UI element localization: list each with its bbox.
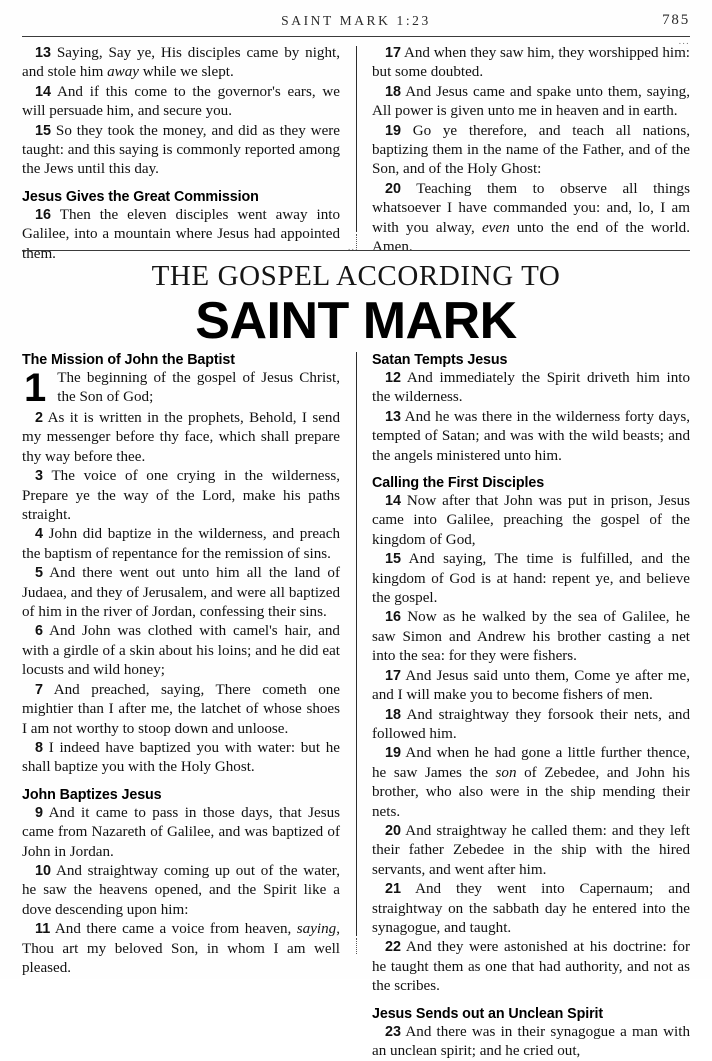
verse-paragraph — [22, 804, 340, 862]
verse-paragraph — [22, 739, 340, 778]
verse-paragraph — [22, 622, 340, 680]
verse-text: Then the eleven disciples went away into Galilee, into a mountain where Jesus had appointed them. — [22, 206, 340, 262]
verse-paragraph — [22, 467, 340, 525]
top-section-right-column — [372, 44, 690, 257]
verse-text: And when they saw him, they worshipped him: but some doubted. — [372, 45, 690, 81]
verse-paragraph — [372, 608, 690, 666]
verse-paragraph — [372, 44, 690, 83]
verse-paragraph — [372, 408, 690, 466]
verse-text: And he was there in the wilderness forty days, tempted of Satan; and was with the wild beasts; and the angels ministered unto him. — [372, 408, 690, 464]
verse-number: 17 — [385, 45, 402, 61]
verse-text: And John was clothed with camel's hair, and with a girdle of a skin about his loins; and he did eat locusts and wild honey; — [22, 623, 340, 679]
verse-paragraph — [22, 83, 340, 122]
verse-paragraph — [372, 83, 690, 122]
verse-paragraph — [22, 206, 340, 264]
verse-text: Saying, Say ye, His disciples came by night, and stole him — [22, 45, 340, 81]
book-rule-dots: ... — [348, 242, 359, 252]
chapter-opening — [22, 366, 340, 410]
verse-number: 11 — [35, 921, 51, 938]
verse-paragraph — [372, 180, 690, 258]
verse-paragraph — [372, 369, 690, 408]
verse-text: And straightway he called them: and they left their father Zebedee in the ship with the hired servants, and went after him. — [372, 822, 690, 878]
section-heading-satan-tempts-jesus: Satan Tempts Jesus — [372, 352, 508, 368]
chapter-number-dropcap: 1 — [24, 366, 47, 410]
verse-paragraph — [372, 1023, 690, 1061]
verse-number: 23 — [385, 1023, 402, 1040]
verse-number: 16 — [385, 609, 402, 626]
verse-text: Teaching them to observe all things whatsoever I have commanded you: and, lo, I am with you alway, — [372, 180, 690, 236]
verse-paragraph — [372, 667, 690, 706]
verse-text: And when he had gone a little further thence, he saw James the — [372, 745, 690, 781]
verse-text: As it is written in the prophets, Behold, I send my messenger before thy face, which shall prepare thy way before thee. — [22, 410, 340, 465]
verse-text: I indeed have baptized you with water: but he shall baptize you with the Holy Ghost. — [22, 739, 340, 776]
verse-text: The beginning of the gospel of Jesus Christ, the Son of God; — [57, 370, 340, 406]
verse-text: And Jesus said unto them, Come ye after me, and I will make you to become fishers of men. — [372, 667, 690, 704]
running-head-title: SAINT MARK 1:23 — [281, 13, 431, 28]
verse-number: 12 — [385, 370, 402, 386]
verse-number: 20 — [385, 822, 402, 839]
header-divider-rule — [22, 36, 690, 37]
verse-text-italic: saying — [296, 921, 337, 938]
section-heading-mission-of-john: The Mission of John the Baptist — [22, 352, 235, 368]
verse-text-italic: even — [481, 219, 510, 236]
verse-text: And there was in their synagogue a man with an unclean spirit; and he cried out, — [372, 1023, 690, 1059]
verse-number: 14 — [385, 493, 402, 510]
verse-text: And they went into Capernaum; and straightway on the sabbath day he entered into the synagogue, and taught. — [372, 881, 690, 936]
verse-paragraph — [372, 706, 690, 745]
verse-text-italic: son — [495, 764, 517, 781]
verse-number: 7 — [35, 681, 44, 698]
chapter-left-column — [22, 352, 340, 978]
verse-number: 18 — [385, 83, 402, 100]
verse-paragraph — [22, 920, 340, 978]
verse-paragraph — [22, 366, 340, 410]
verse-paragraph — [372, 938, 690, 996]
verse-number: 10 — [35, 862, 52, 879]
chapter-column-rule-dotted — [356, 938, 357, 954]
verse-number: 15 — [35, 122, 52, 139]
verse-text: And if this come to the governor's ears, we will persuade him, and secure you. — [22, 83, 340, 120]
verse-number: 8 — [35, 739, 44, 756]
verse-paragraph — [22, 409, 340, 467]
book-title-block — [22, 259, 690, 349]
chapter-section — [22, 352, 691, 1059]
verse-text-tail: of Zebedee, and John his brother, who also were in the ship mending their nets. — [372, 764, 691, 820]
verse-number: 2 — [35, 410, 44, 426]
verse-number: 22 — [385, 939, 402, 956]
verse-number: 15 — [385, 551, 402, 568]
verse-paragraph — [22, 44, 340, 83]
verse-number: 5 — [35, 565, 44, 582]
verse-number: 3 — [35, 468, 44, 485]
verse-paragraph — [22, 681, 340, 739]
verse-number: 14 — [35, 83, 52, 100]
verse-text-tail: while we slept. — [138, 64, 234, 81]
book-title-line1: THE GOSPEL ACCORDING TO — [151, 260, 561, 292]
verse-text: John did baptize in the wilderness, and preach the baptism of repentance for the remission of sins. — [22, 526, 340, 562]
verse-number: 6 — [35, 623, 44, 640]
verse-number: 13 — [35, 45, 52, 61]
page-number: 785 — [662, 12, 690, 28]
verse-text: And there went out unto him all the land of Judaea, and they of Jerusalem, and were all baptized of him in the river of Jordan, confessing their sins. — [22, 565, 340, 621]
book-title-line2: SAINT MARK — [195, 292, 517, 350]
verse-text-tail: , Thou art my beloved Son, in whom I am well pleased. — [22, 921, 340, 976]
verse-paragraph — [22, 564, 340, 622]
verse-text: And Jesus came and spake unto them, saying, All power is given unto me in heaven and in earth. — [372, 83, 690, 120]
verse-number: 20 — [385, 180, 402, 197]
verse-text: And straightway they forsook their nets, and followed him. — [372, 706, 690, 742]
verse-paragraph — [22, 525, 340, 564]
verse-paragraph — [22, 862, 340, 920]
verse-text: And they were astonished at his doctrine: for he taught them as one that had authority, and not as the scribes. — [372, 939, 690, 995]
verse-text: So they took the money, and did as they were taught: and this saying is commonly reported among the Jews until this day. — [22, 122, 340, 178]
section-heading-unclean-spirit: Jesus Sends out an Unclean Spirit — [372, 1005, 604, 1022]
verse-number: 16 — [35, 206, 52, 223]
verse-text: And it came to pass in those days, that Jesus came from Nazareth of Galilee, and was baptized of John in Jordan. — [22, 804, 340, 860]
verse-paragraph — [372, 744, 690, 822]
verse-number: 4 — [35, 526, 44, 543]
verse-number: 21 — [385, 881, 402, 898]
verse-text: Go ye therefore, and teach all nations, baptizing them in the name of the Father, and of the Son, and of the Holy Ghost: — [372, 122, 690, 178]
verse-text: And preached, saying, There cometh one mightier than I after me, the latchet of whose shoes I am not worthy to stoop down and unloose. — [22, 681, 340, 737]
verse-text: And straightway coming up out of the water, he saw the heavens opened, and the Spirit like a dove descending upon him: — [22, 862, 340, 918]
verse-text: Now as he walked by the sea of Galilee, he saw Simon and Andrew his brother casting a net into the sea: for they were fishers. — [372, 609, 690, 665]
header-rule-dots: ... — [678, 36, 690, 46]
verse-paragraph — [372, 122, 690, 180]
chapter-right-column — [372, 352, 690, 1061]
verse-paragraph — [372, 550, 690, 608]
verse-number: 18 — [385, 706, 402, 723]
verse-paragraph — [372, 880, 690, 938]
top-section-left-column — [22, 44, 340, 264]
running-head — [22, 12, 690, 34]
top-section-column-rule — [356, 46, 357, 232]
verse-paragraph — [372, 492, 690, 550]
verse-number: 19 — [385, 122, 402, 139]
verse-number: 13 — [385, 408, 402, 425]
verse-number: 17 — [385, 667, 402, 684]
top-section — [22, 44, 690, 262]
verse-text: And saying, The time is fulfilled, and the kingdom of God is at hand: repent ye, and believe the gospel. — [372, 551, 690, 607]
verse-number: 9 — [35, 804, 44, 821]
verse-text: And there came a voice from heaven, — [54, 921, 297, 938]
section-heading-calling-first-disciples: Calling the First Disciples — [372, 475, 545, 492]
verse-text: The voice of one crying in the wilderness, Prepare ye the way of the Lord, make his paths straight. — [22, 468, 340, 524]
chapter-column-rule — [356, 352, 357, 936]
verse-paragraph — [22, 122, 340, 180]
verse-text-tail: unto the end of the world. Amen. — [372, 219, 690, 256]
verse-paragraph — [372, 822, 690, 880]
verse-number: 19 — [385, 745, 402, 762]
verse-text: Now after that John was put in prison, Jesus came into Galilee, preaching the gospel of the kingdom of God, — [372, 493, 690, 548]
verse-text: And immediately the Spirit driveth him into the wilderness. — [372, 370, 690, 406]
verse-text-italic: away — [107, 64, 139, 81]
section-heading-john-baptizes-jesus: John Baptizes Jesus — [22, 786, 162, 803]
section-heading-great-commission: Jesus Gives the Great Commission — [22, 188, 259, 205]
